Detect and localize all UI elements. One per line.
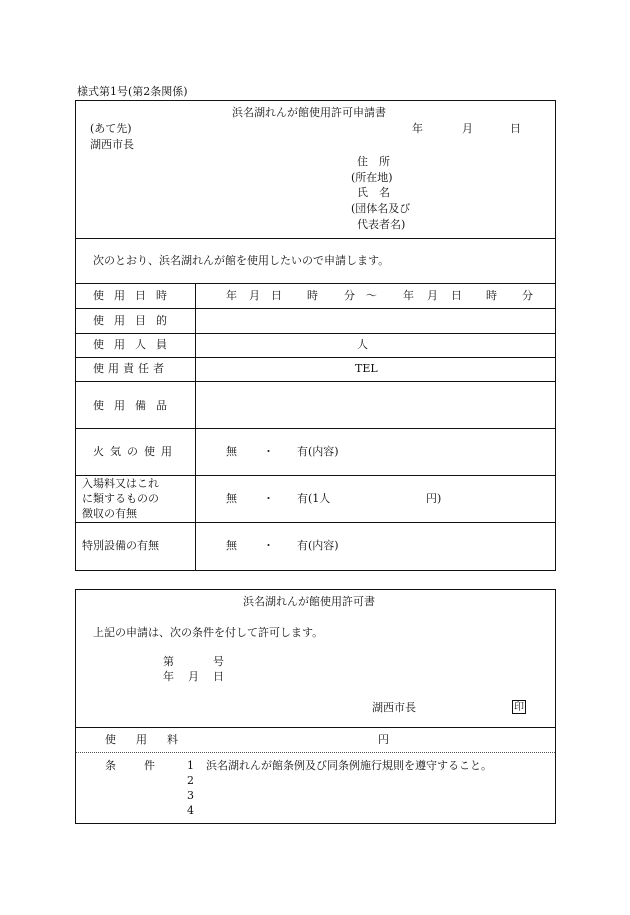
people-label: 使用人員 bbox=[93, 338, 177, 351]
permit-date-month: 月 bbox=[188, 670, 199, 683]
fire-dot: ・ bbox=[263, 445, 274, 458]
permit-issuer: 湖西市長 bbox=[372, 701, 416, 714]
permit-date-day: 日 bbox=[213, 670, 224, 683]
addressee-prefix: (あて先) bbox=[90, 122, 132, 135]
row-divider bbox=[76, 428, 555, 429]
special-none: 無 bbox=[226, 539, 237, 552]
fee-yes: 有(1人 bbox=[297, 492, 331, 505]
divider bbox=[76, 283, 555, 284]
permit-title: 浜名湖れんが館使用許可書 bbox=[243, 595, 375, 608]
form-number: 様式第1号(第2条関係) bbox=[77, 85, 188, 98]
permit-number-dai: 第 bbox=[163, 655, 174, 668]
condition-number: 1 bbox=[187, 759, 194, 772]
row-divider bbox=[76, 308, 555, 309]
column-divider bbox=[195, 283, 196, 570]
condition-number: 2 bbox=[187, 774, 194, 787]
applicant-name-label: 氏 名 bbox=[357, 186, 390, 199]
datetime-tilde: 〜 bbox=[366, 289, 377, 302]
datetime-month-end: 月 bbox=[427, 289, 438, 302]
datetime-minute-end: 分 bbox=[522, 289, 533, 302]
fire-none: 無 bbox=[226, 445, 237, 458]
equipment-label: 使用備品 bbox=[93, 399, 177, 412]
permit-form bbox=[75, 589, 556, 824]
special-yes: 有(内容) bbox=[297, 539, 339, 552]
fire-label: 火気の使用 bbox=[93, 445, 178, 458]
application-title: 浜名湖れんが館使用許可申請書 bbox=[232, 106, 386, 119]
fee-label-line3: 徴収の有無 bbox=[82, 507, 137, 520]
application-date-day: 日 bbox=[510, 122, 521, 135]
condition-number: 4 bbox=[187, 804, 194, 817]
divider bbox=[76, 238, 555, 239]
datetime-day-end: 日 bbox=[451, 289, 462, 302]
permit-fee-unit: 円 bbox=[378, 733, 389, 746]
special-dot: ・ bbox=[263, 539, 274, 552]
manager-label: 使用責任者 bbox=[93, 362, 168, 375]
fire-yes: 有(内容) bbox=[297, 445, 339, 458]
manager-tel: TEL bbox=[355, 362, 378, 375]
application-date-year: 年 bbox=[412, 122, 423, 135]
people-unit: 人 bbox=[357, 338, 368, 351]
row-divider bbox=[76, 357, 555, 358]
dotted-divider bbox=[76, 752, 555, 753]
datetime-minute-start: 分 bbox=[344, 289, 355, 302]
datetime-day-start: 日 bbox=[271, 289, 282, 302]
applicant-name-sub2: 代表者名) bbox=[357, 218, 406, 231]
condition-number: 3 bbox=[187, 789, 194, 802]
datetime-month-start: 月 bbox=[249, 289, 260, 302]
permit-number-go: 号 bbox=[213, 655, 224, 668]
permit-statement: 上記の申請は、次の条件を付して許可します。 bbox=[93, 626, 324, 639]
datetime-label: 使用日時 bbox=[93, 289, 177, 302]
permit-date-year: 年 bbox=[163, 670, 174, 683]
applicant-address-sub: (所在地) bbox=[351, 171, 393, 184]
fee-none: 無 bbox=[226, 492, 237, 505]
purpose-label: 使用目的 bbox=[93, 314, 177, 327]
datetime-year-end: 年 bbox=[403, 289, 414, 302]
permit-fee-label: 使用料 bbox=[105, 733, 198, 746]
fee-yen: 円) bbox=[426, 492, 442, 505]
datetime-year-start: 年 bbox=[226, 289, 237, 302]
row-divider bbox=[76, 475, 555, 476]
row-divider bbox=[76, 333, 555, 334]
special-label: 特別設備の有無 bbox=[82, 539, 159, 552]
addressee: 湖西市長 bbox=[90, 138, 134, 151]
seal-stamp-box: 印 bbox=[514, 702, 524, 713]
datetime-hour-end: 時 bbox=[486, 289, 497, 302]
conditions-label: 条件 bbox=[105, 759, 183, 772]
fee-label-line1: 入場料又はこれ bbox=[82, 477, 159, 490]
row-divider bbox=[76, 381, 555, 382]
fee-label-line2: に類するものの bbox=[82, 492, 159, 505]
row-divider bbox=[76, 522, 555, 523]
application-statement: 次のとおり、浜名湖れんが館を使用したいので申請します。 bbox=[93, 254, 390, 267]
fee-dot: ・ bbox=[263, 492, 274, 505]
divider bbox=[76, 727, 555, 728]
condition-text: 浜名湖れんが館条例及び同条例施行規則を遵守すること。 bbox=[206, 759, 492, 772]
datetime-hour-start: 時 bbox=[307, 289, 318, 302]
applicant-address-label: 住 所 bbox=[357, 155, 390, 168]
applicant-name-sub1: (団体名及び bbox=[351, 202, 411, 215]
application-date-month: 月 bbox=[462, 122, 473, 135]
